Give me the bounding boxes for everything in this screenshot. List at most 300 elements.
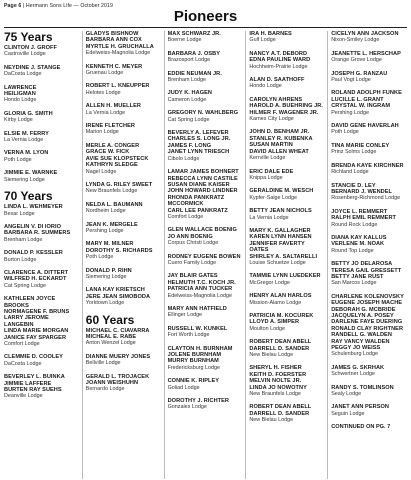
honoree-name: ROBERT DEAN ABELL [249, 404, 312, 411]
honoree-entry [331, 31, 406, 44]
honoree-name: GERALDINE M. WESCH [249, 188, 314, 195]
honoree-name: JOANN WEISHUHN [85, 380, 139, 387]
honoree-entry [168, 71, 243, 84]
honoree-entry [249, 77, 324, 90]
honoree-entry [249, 31, 324, 44]
honoree-name: JANICE FAY SPARGER [4, 334, 67, 341]
honoree-name: DOROTHY S. RICHARDS [85, 247, 153, 254]
honoree-entry [86, 31, 161, 57]
honoree-entry [168, 346, 243, 372]
honoree-entry [86, 83, 161, 96]
lodge-name: Hondo Lodge [4, 97, 37, 104]
honoree-name: MYRTLE H. GRUCHALLA [85, 43, 154, 50]
honoree-name: JEAN K. MERGELE [85, 221, 138, 228]
honoree-columns [4, 31, 409, 479]
continued-note: CONTINUED ON PG. 7 [331, 424, 391, 431]
honoree-name: JAY BLAIR GATES [167, 273, 218, 280]
honoree-name: JACQUELYN A. POSEY [331, 313, 394, 319]
honoree-name: KAREN LYNN HANSEN [249, 234, 312, 241]
honoree-entry [168, 90, 243, 103]
header-divider: | [22, 3, 26, 9]
honoree-name: CLEMMIE D. COOLEY [4, 354, 63, 361]
honoree-name: RANDY S. TOMLINSON [331, 384, 394, 391]
years-heading: 70 Years [4, 189, 53, 204]
honoree-name: DOROTHY J. RICHTER [167, 398, 229, 405]
honoree-name: JANET LYNN TRIESCH [167, 149, 230, 156]
lodge-name: Prinz Solms Lodge [331, 149, 377, 156]
honoree-name: DAVID GENE HAVERLAH [331, 123, 399, 130]
honoree-entry [168, 378, 243, 391]
honoree-entry [249, 188, 324, 201]
lodge-name: Cibolo Lodge [167, 155, 200, 162]
lodge-name: Richland Lodge [331, 169, 369, 176]
honoree-name: TERESA GAIL GRESSETT [331, 267, 402, 274]
honoree-name: STANLEY R. KUBENKA [249, 135, 313, 142]
honoree-name: JANET ANN PERSON [331, 404, 389, 411]
honoree-entry [86, 328, 161, 347]
lodge-name: Fort Worth Lodge [167, 332, 210, 339]
honoree-name: CARL LEE PANKRATZ [167, 207, 228, 214]
honoree-name: DAVID ALLEN WHEAT [249, 148, 309, 155]
honoree-entry [331, 90, 406, 116]
honoree-entry [86, 268, 161, 281]
honoree-name: KEITH D. FOERSTER [249, 371, 307, 378]
honoree-entry [249, 228, 324, 266]
lodge-name: Brazosport Lodge [167, 57, 211, 64]
honoree-name: MCCORMICK [167, 201, 204, 208]
honoree-entry [331, 261, 406, 287]
lodge-name: Round Rock Lodge [331, 221, 378, 228]
lodge-name: Cat Spring Lodge [4, 282, 46, 289]
lodge-name: La Vernia Lodge [249, 214, 289, 221]
honoree-name: CLINTON J. GROFF [4, 45, 57, 51]
honoree-name: ANGELIN V. DI IORIO [4, 223, 61, 230]
honoree-name: KATHRYN SLEDGE [85, 162, 138, 169]
honoree-entry [4, 170, 79, 183]
lodge-name: La Vernia Lodge [85, 109, 126, 116]
honoree-name: LAMAR JAMES BOHNERT [167, 169, 239, 176]
honoree-name: BARBARA ANN COX [85, 37, 142, 44]
honoree-name: DIANNE MUERY JONES [85, 353, 151, 360]
honoree-name: MARY ANN HATFIELD [167, 306, 227, 312]
honoree-name: BEVERLEY L. BUINKA [4, 374, 65, 381]
honoree-entry [4, 131, 79, 144]
honoree-name: MAX SCHWARZ JR. [167, 31, 221, 37]
honoree-name: DARLENE FAYE DUERING [331, 319, 403, 326]
honoree-name: KATHLEEN JOYCE [4, 296, 56, 303]
lodge-name: Orange Grove Lodge [331, 57, 382, 64]
lodge-name: Poth Lodge [4, 156, 32, 163]
honoree-name: ALAN D. SAATHOFF [249, 77, 305, 84]
lodge-name: Gonzales Lodge [167, 404, 207, 411]
honoree-entry [4, 250, 79, 263]
honoree-name: LINDA JO NOWOTNY [249, 384, 307, 391]
honoree-entry [86, 241, 161, 260]
lodge-name: Bellville Lodge [85, 360, 121, 367]
honoree-name: BURTEN RAY SUEHS [4, 387, 62, 394]
honoree-name: CHARLENE KOLENOVSKY [331, 293, 404, 300]
honoree-name: HILMER F. WAGENER JR. [249, 109, 319, 116]
lodge-name: Edelweiss-Magnolia Lodge [167, 292, 233, 299]
honoree-name: GERALD L. TROJACEK [85, 373, 150, 380]
lodge-name: Comfort Lodge [167, 213, 204, 220]
lodge-name: Poth Lodge [85, 254, 114, 261]
honoree-name: GLORIA G. SMITH [4, 110, 53, 117]
page-number: Page 6 [4, 3, 22, 9]
page-title: Pioneers [173, 8, 238, 25]
lodge-name: Poth Lodge [331, 129, 359, 136]
honoree-name: JENNIFER FAVERTY OATES [249, 240, 305, 254]
honoree-entry [168, 273, 243, 299]
honoree-entry [168, 227, 243, 246]
honoree-name: ERIC DALE EDE [249, 168, 294, 175]
honoree-name: NEYDINE J. STANGE [4, 64, 61, 71]
honoree-name: DONALD P. KESSLER [4, 250, 63, 257]
honoree-name: BETTY JEAN NICHOLS [249, 208, 312, 215]
honoree-name: LUCILLE L. GRANT [331, 96, 384, 103]
honoree-entry [86, 222, 161, 235]
honoree-name: DARRELL D. SANDER [249, 410, 310, 417]
honoree-name: PATRICIA ANN TUCKER [167, 286, 233, 293]
lodge-name: Siemering Lodge [85, 273, 127, 280]
honoree-entry [331, 209, 406, 228]
lodge-name: Sealy Lodge [331, 391, 362, 398]
lodge-name: Kerrville Lodge [249, 155, 286, 162]
honoree-name: JEANETTE L. HERSCHAP [331, 50, 401, 57]
honoree-name: NELDA L. BAUMANN [85, 201, 143, 208]
honoree-entry [331, 51, 406, 64]
lodge-name: Pershing Lodge [85, 227, 124, 234]
lodge-name: Hochheim-Prairie Lodge [249, 63, 308, 70]
honoree-name: MARY M. MILNER [85, 241, 134, 248]
honoree-entry [168, 51, 243, 64]
honoree-entry [331, 294, 406, 358]
lodge-name: Bexar Lodge [4, 210, 35, 217]
lodge-name: McGregor Lodge [249, 279, 290, 286]
honoree-entry [86, 354, 161, 367]
honoree-name: DARRELL D. SANDER [249, 345, 310, 352]
honoree-name: PATRICIA M. KOCUREK [249, 313, 314, 319]
column-1 [4, 31, 82, 479]
honoree-name: JAMES F. LONG [167, 142, 212, 149]
honoree-name: CLARENCE A. DITTERT [4, 269, 69, 276]
honoree-entry [86, 202, 161, 215]
honoree-name: GLEN WALLACE BOENIG [167, 227, 237, 234]
honoree-name: JOSEPH G. RANZAU [331, 70, 388, 77]
honoree-entry [168, 130, 243, 162]
lodge-name: Siemering Lodge [4, 176, 45, 183]
lodge-name: New Bielau Lodge [249, 352, 294, 359]
honoree-name: SUSAN MARTIN [249, 142, 293, 149]
lodge-name: Bernardo Lodge [85, 386, 125, 393]
lodge-name: Knippa Lodge [249, 174, 283, 181]
lodge-name: Gulf Lodge [249, 37, 276, 44]
honoree-entry [4, 65, 79, 78]
lodge-name: Burton Lodge [4, 256, 37, 263]
lodge-name: DaCosta Lodge [4, 360, 42, 367]
honoree-name: KENNETH C. MEYER [85, 63, 143, 70]
lodge-name: Nordheim Lodge [85, 208, 126, 215]
honoree-name: WILFRED H. ECKARDT [4, 276, 67, 283]
honoree-name: EDNA PAULINE WARD [249, 57, 311, 64]
honoree-entry [331, 385, 406, 398]
honoree-entry [4, 85, 79, 104]
honoree-name: LAWRENCE [4, 84, 37, 91]
honoree-name: GRACE W. FICK [85, 149, 130, 156]
column-2 [82, 31, 164, 479]
honoree-name: VERLENE M. NOAK [331, 241, 385, 248]
lodge-name: Fredericksburg Lodge [167, 364, 221, 371]
lodge-name: Kirby Lodge [4, 117, 33, 124]
honoree-name: RANDELL G. WALDEN [331, 332, 392, 339]
honoree-name: MARY K. GALLAGHER [249, 227, 311, 234]
honoree-entry [168, 110, 243, 123]
honoree-name: MICHAEL C. CIAVARRA [85, 327, 150, 334]
honoree-entry [249, 273, 324, 286]
honoree-name: GLADYS BISHNOW [85, 31, 139, 37]
lodge-name: Paul Vogt Lodge [331, 77, 371, 84]
honoree-name: MERLE A. CONGER [85, 142, 140, 149]
lodge-name: Seguin Lodge [331, 410, 365, 417]
honoree-entry [4, 204, 79, 217]
honoree-entry [4, 354, 79, 367]
honoree-name: CAROLYN AHRENS [249, 96, 303, 103]
lodge-name: Boerne Lodge [167, 37, 202, 44]
honoree-entry [331, 163, 406, 176]
lodge-name: Brenham Lodge [167, 77, 206, 84]
honoree-entry [331, 71, 406, 84]
honoree-entry [168, 326, 243, 339]
honoree-name: JOHN D. BENHAM JR. [249, 129, 310, 136]
lodge-name: Schulenburg Lodge [331, 351, 378, 358]
honoree-name: MICHEAL E. RABE [85, 334, 137, 340]
honoree-name: ROBERT L. KNEUPPER [85, 83, 150, 90]
honoree-entry [249, 404, 324, 423]
honoree-entry [86, 287, 161, 306]
honoree-name: ROLAND ADOLPH FUNKE [331, 90, 402, 97]
honoree-entry [4, 111, 79, 124]
honoree-name: IRA H. BARNES [249, 31, 292, 37]
honoree-entry [4, 270, 79, 289]
honoree-entry [168, 254, 243, 267]
honoree-name: BEVERLY A. LEFEVER [167, 130, 229, 137]
honoree-name: EDDIE NEUMAN JR. [167, 70, 222, 77]
lodge-name: Louise Schuetze Lodge [249, 259, 306, 266]
column-4 [245, 31, 327, 479]
honoree-name: JOHN HOWARD LINDNER [167, 188, 238, 195]
honoree-name: BETTY JANE RUST [331, 273, 384, 280]
honoree-name: HAROLD A. BUEHRING JR. [249, 103, 324, 110]
lodge-name: Cuero Family Lodge [167, 259, 217, 266]
honoree-entry [86, 123, 161, 136]
honoree-name: JOLENE BURNHAM [167, 352, 222, 359]
honoree-name: VERNA M. LYON [4, 150, 49, 157]
years-heading: 75 Years [4, 31, 53, 44]
honoree-name: BARBARA R. SUMMERS [4, 230, 71, 237]
honoree-name: RONALD CLAY RIGHTNER [331, 325, 404, 332]
honoree-entry [249, 208, 324, 221]
lodge-name: San Marcos Lodge [331, 280, 377, 287]
honoree-entry [86, 103, 161, 116]
honoree-name: PEGGY JO WEISS [331, 345, 381, 352]
lodge-name: Goliad Lodge [167, 384, 200, 391]
lodge-name: Karnes City Lodge [249, 116, 294, 123]
lodge-name: Edelweiss-Magnolia Lodge [85, 50, 151, 57]
honoree-entry [249, 313, 324, 332]
honoree-entry [331, 404, 406, 417]
honoree-entry [249, 293, 324, 306]
honoree-name: JIMMIE E. WARNKE [4, 170, 58, 177]
lodge-name: Cat Spring Lodge [167, 116, 210, 123]
honoree-entry [331, 235, 406, 254]
honoree-entry [4, 150, 79, 163]
honoree-entry [168, 398, 243, 411]
honoree-name: CICELYN ANN JACKSON [331, 31, 399, 37]
honoree-name: JERE JEAN SIMOBODA [85, 293, 151, 300]
honoree-name: RAY VANCY WALDEN [331, 338, 390, 345]
honoree-name: DEBORAH G. MCBRIDE [331, 306, 396, 313]
honoree-name: TAMMIE LYNN LUEDEKER [249, 273, 321, 280]
honoree-entry [4, 224, 79, 243]
honoree-entry [249, 169, 324, 182]
honoree-entry [249, 129, 324, 161]
lodge-name: Cameron Lodge [167, 96, 207, 103]
honoree-name: RALPH EMIL REMMERT [331, 215, 397, 222]
years-heading: 60 Years [85, 312, 135, 327]
lodge-name: Yorktown Lodge [85, 300, 125, 307]
lodge-name: New Bielau Lodge [249, 417, 294, 424]
lodge-name: Anton Wenzel Lodge [85, 340, 136, 347]
lodge-name: Deanville Lodge [4, 393, 43, 400]
lodge-name: New Braunfels Lodge [85, 188, 138, 195]
honoree-name: LANA KAY KRIETSCH [85, 287, 145, 294]
honoree-name: EUGENE JOSEPH MACHE [331, 300, 403, 307]
lodge-name: DaCosta Lodge [4, 71, 42, 78]
honoree-name: LLOYD A. SIMPER [249, 319, 300, 326]
honoree-name: CRYSTAL W. INGRAM [331, 103, 391, 110]
honoree-name: LARRY JEROME [4, 315, 49, 322]
honoree-entry [331, 123, 406, 136]
honoree-entry [4, 374, 79, 400]
lodge-name: Marion Lodge [85, 129, 119, 136]
honoree-name: IRENE FLETCHER [85, 123, 135, 130]
honoree-name: SHERYL H. FISHER [249, 365, 302, 372]
lodge-name: Brenham Lodge [4, 236, 43, 243]
lodge-name: Nagel Lodge [85, 168, 117, 175]
honoree-name: RUSSELL W. KUNKEL [167, 325, 228, 332]
honoree-name: DIANA KAY KALLUS [331, 234, 387, 241]
honoree-entry [249, 51, 324, 70]
honoree-name: LANGEBIN [4, 321, 34, 328]
honoree-name: RODNEY EUGENE BOWEN [167, 253, 241, 260]
honoree-name: LINDA MARIE MORGAN [4, 328, 69, 335]
lodge-name: Nixon-Smiley Lodge [331, 37, 380, 44]
honoree-name: SUSAN DIANE KAISER [167, 181, 230, 188]
lodge-name: New Braunfels Lodge [249, 391, 301, 398]
honoree-name: JAMES G. SKRHAK [331, 364, 385, 371]
honoree-name: CONNIE K. RIPLEY [167, 378, 220, 385]
honoree-name: JO ANN BOENIG [167, 233, 213, 240]
honoree-entry [86, 64, 161, 77]
honoree-entry [249, 365, 324, 397]
title-rule [4, 27, 407, 28]
honoree-entry [168, 31, 243, 44]
honoree-entry [249, 97, 324, 123]
honoree-entry [4, 45, 79, 58]
lodge-name: Castroville Lodge [4, 51, 46, 58]
honoree-entry [331, 183, 406, 202]
honoree-name: TINA MARIE CONLEY [331, 142, 390, 149]
honoree-entry [86, 143, 161, 175]
lodge-name: Rosenberg-Richmond Lodge [331, 195, 401, 202]
honoree-name: ALLEN H. MUELLER [85, 103, 141, 110]
lodge-name: Schwertner Lodge [331, 371, 375, 378]
honoree-entry [86, 374, 161, 393]
honoree-name: GREGORY N. WAHLBERG [167, 110, 239, 117]
lodge-name: La Vernia Lodge [4, 137, 44, 144]
honoree-name: JOYCE L. REMMERT [331, 208, 388, 215]
publication-name: Hermann Sons Life — October 2019 [25, 3, 113, 9]
honoree-entry [4, 296, 79, 347]
honoree-name: CHARLES S. LONG JR. [167, 136, 231, 143]
honoree-name: BARBARA J. OSBY [167, 50, 221, 57]
honoree-name: JIMMIE LAFFERE [4, 380, 52, 387]
lodge-name: Comfort Lodge [4, 341, 40, 347]
honoree-name: NANCY A.T. DEBORD [249, 50, 308, 57]
lodge-name: Moulton Lodge [249, 325, 286, 332]
honoree-name: CLAYTON H. BURNHAM [167, 345, 233, 352]
honoree-name: BRENDA KAYE KIRCHNER [331, 162, 404, 169]
honoree-name: JUDY K. HAGEN [167, 90, 212, 97]
honoree-name: NORMAGENE F. BRUNS [4, 308, 70, 315]
lodge-name: Kypfer-Salge Lodge [249, 194, 298, 201]
lodge-name: Mission-Alamo Lodge [249, 299, 302, 306]
honoree-name: HENRY ALAN HARLOS [249, 293, 312, 300]
honoree-name: ROBERT DEAN ABELL [249, 339, 312, 346]
lodge-name: Ellinger Lodge [167, 312, 203, 319]
honoree-name: HELMUTH T.C. KOCH JR. [167, 279, 236, 286]
lodge-name: Gruenau Lodge [85, 70, 124, 77]
honoree-name: REBECCA LYNN CASTILE [167, 175, 238, 182]
lodge-name: Corpus Christi Lodge [167, 240, 219, 247]
column-5 [327, 31, 409, 479]
honoree-name: BERNARD J. WENDEL [331, 188, 393, 195]
lodge-name: Pershing Lodge [331, 109, 369, 116]
lodge-name: Hondo Lodge [249, 83, 282, 90]
honoree-name: LYNDA G. RILEY SWEET [85, 181, 153, 188]
honoree-name: DONALD P. RIHN [85, 267, 132, 274]
lodge-name: Helotes Lodge [85, 89, 121, 96]
honoree-entry [331, 143, 406, 156]
honoree-name: LINDA L. WEHMEYER [4, 204, 63, 211]
lodge-name: Round Top Lodge [331, 247, 374, 254]
honoree-name: BETTY JO DELAROSA [331, 261, 393, 268]
honoree-name: SHIRLEY A. SALTARELLI [249, 253, 318, 260]
honoree-name: ELSIE M. FERRY [4, 130, 49, 137]
honoree-name: BROOKS [4, 302, 29, 309]
honoree-name: AVIE SUE KLOPSTECK [85, 155, 149, 162]
honoree-name: RHONDA PANKRATZ [167, 194, 225, 201]
honoree-name: STANCIE D. LEY [331, 182, 376, 189]
honoree-name: HEILIGMAN [4, 91, 36, 98]
honoree-entry [331, 365, 406, 378]
honoree-entry [249, 339, 324, 358]
honoree-entry [168, 306, 243, 319]
honoree-entry [168, 169, 243, 220]
honoree-entry [86, 182, 161, 195]
honoree-name: MELVIN NOLTE JR. [249, 378, 302, 385]
honoree-name: MURRY BURNHAM [167, 358, 219, 365]
